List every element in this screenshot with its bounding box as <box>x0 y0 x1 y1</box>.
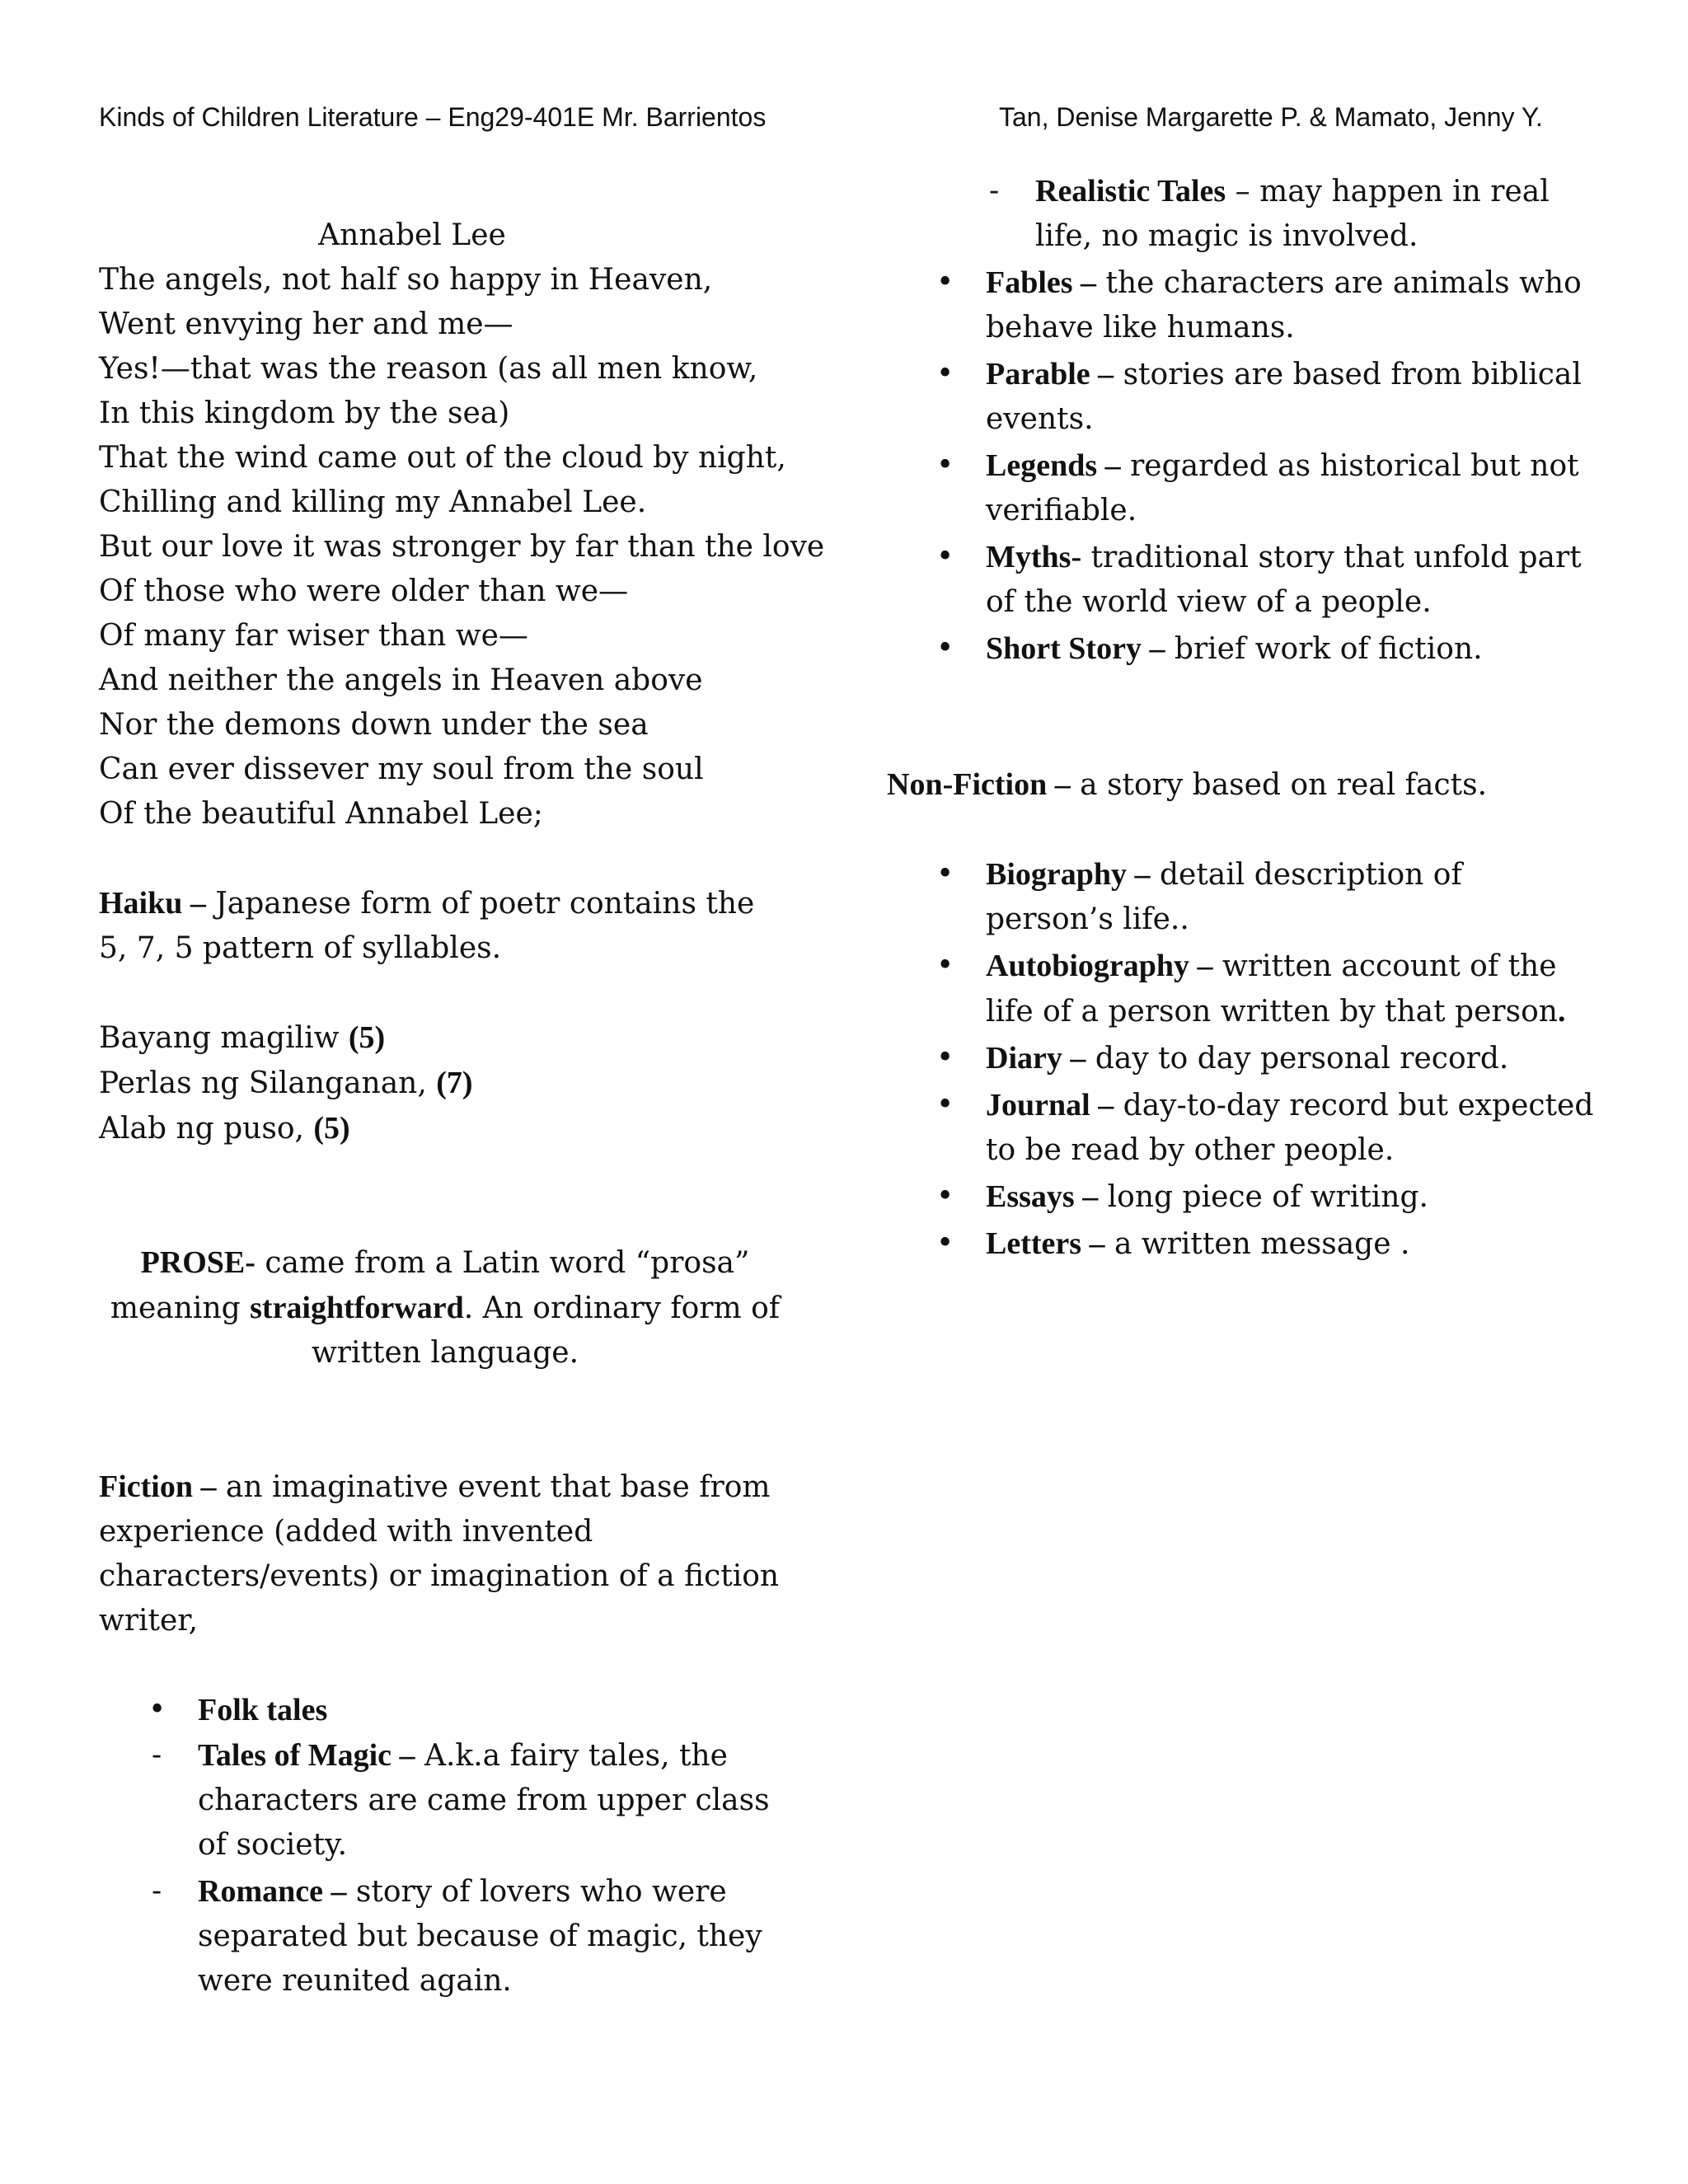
poem-line: Nor the demons down under the sea <box>99 708 649 742</box>
right-column <box>887 169 1596 1268</box>
list-item <box>887 1083 1596 1173</box>
legends-term: Legends – <box>986 448 1121 483</box>
diary-term: Diary – <box>986 1041 1086 1076</box>
bullet-icon: • <box>936 1041 954 1075</box>
parable-term: Parable – <box>986 357 1114 391</box>
list-item <box>148 1869 808 2004</box>
fables-text: the characters are animals who behave like humans. <box>986 266 1582 344</box>
syllable-count: (7) <box>436 1066 473 1100</box>
fiction-definition-text: an imaginative event that base from experience (added with invented characters/events) or imagination of a fiction writer, <box>99 1470 780 1638</box>
haiku-line <box>99 1015 808 1061</box>
diary-text: day to day personal record. <box>1085 1042 1509 1076</box>
short-story-term: Short Story – <box>986 631 1165 666</box>
bullet-icon: • <box>936 631 954 665</box>
haiku-line-text: Perlas ng Silanganan, <box>99 1066 437 1100</box>
list-item <box>887 852 1596 942</box>
dash-icon: - <box>152 1738 162 1772</box>
list-item <box>887 260 1596 350</box>
parable-text: stories are based from biblical events. <box>986 358 1582 436</box>
tales-of-magic-term: Tales of Magic – <box>198 1738 415 1773</box>
letters-text: a written message . <box>1104 1227 1410 1261</box>
prose-definition <box>99 1240 791 1376</box>
fiction-types-list <box>887 260 1596 672</box>
autobiography-period: . <box>1557 994 1566 1029</box>
list-item <box>99 1688 808 2004</box>
list-item <box>887 626 1596 672</box>
legends-text: regarded as historical but not verifiable. <box>986 449 1579 527</box>
dash-icon: - <box>989 174 1000 208</box>
list-item <box>148 1733 808 1868</box>
nonfiction-term: Non-Fiction – <box>887 767 1071 802</box>
fables-term: Fables – <box>986 265 1097 300</box>
bullet-icon: • <box>936 265 954 299</box>
prose-text-1: came from a Latin word “prosa” meaning <box>110 1246 750 1325</box>
short-story-text: brief work of fiction. <box>1165 632 1483 666</box>
dash-icon: - <box>152 1874 162 1908</box>
poem-line: That the wind came out of the cloud by night, <box>99 441 786 475</box>
list-item <box>887 352 1596 442</box>
poem-line: Can ever dissever my soul from the soul <box>99 752 704 786</box>
haiku-line <box>99 1106 808 1151</box>
folk-tales-list <box>99 1688 808 2004</box>
romance-term: Romance – <box>198 1874 347 1909</box>
bullet-icon: • <box>936 1088 954 1122</box>
biography-term: Biography – <box>986 857 1151 892</box>
poem-line: In this kingdom by the sea) <box>99 396 510 430</box>
bullet-icon: • <box>148 1693 166 1727</box>
poem-line: Yes!—that was the reason (as all men know, <box>99 352 758 386</box>
haiku-example <box>99 1015 808 1151</box>
poem-line: Of many far wiser than we— <box>99 619 528 653</box>
fiction-term: Fiction – <box>99 1469 217 1504</box>
list-item <box>986 169 1596 259</box>
prose-term-straightforward: straightforward <box>250 1291 464 1325</box>
bullet-icon: • <box>936 448 954 482</box>
syllable-count: (5) <box>313 1111 350 1146</box>
myths-term: Myths- <box>986 540 1082 574</box>
bullet-icon: • <box>936 357 954 391</box>
syllable-count: (5) <box>348 1020 386 1055</box>
poem-line: Of those who were older than we— <box>99 574 629 608</box>
nonfiction-definition <box>887 762 1596 808</box>
poem-line: Chilling and killing my Annabel Lee. <box>99 485 647 519</box>
bullet-icon: • <box>936 540 954 574</box>
poem-body <box>99 258 825 837</box>
myths-text: traditional story that unfold part of the world view of a people. <box>986 541 1582 619</box>
haiku-line-text: Alab ng puso, <box>99 1112 314 1146</box>
header-left: Kinds of Children Literature – Eng29-401E Mr. Barrientos <box>99 102 767 132</box>
realistic-tales-term: Realistic Tales <box>1035 174 1226 209</box>
nonfiction-definition-text: a story based on real facts. <box>1070 768 1488 802</box>
autobiography-term: Autobiography – <box>986 949 1213 983</box>
haiku-definition <box>99 881 791 971</box>
romance-text: story of lovers who were separated but because of magic, they were reunited again. <box>198 1875 762 1998</box>
list-item <box>887 944 1596 1034</box>
list-item <box>887 1036 1596 1081</box>
nonfiction-types-list <box>887 852 1596 1267</box>
biography-text: detail description of person’s life.. <box>986 858 1462 936</box>
folk-tales-label: Folk tales <box>198 1693 328 1727</box>
haiku-term: Haiku – <box>99 886 206 921</box>
poem-line: Went envying her and me— <box>99 307 513 341</box>
left-column <box>99 213 825 2005</box>
list-item <box>887 1221 1596 1267</box>
prose-text-2: . An ordinary form of written language. <box>311 1291 781 1370</box>
journal-text: day-to-day record but expected to be read by other people. <box>986 1089 1594 1167</box>
fiction-definition <box>99 1465 783 1643</box>
tales-of-magic-text: A.k.a fairy tales, the characters are came from upper class of society. <box>198 1739 770 1862</box>
realistic-tales-text: – may happen in real life, no magic is involved. <box>1035 175 1550 253</box>
haiku-line <box>99 1061 808 1106</box>
realistic-tales-sublist <box>986 169 1596 259</box>
essays-text: long piece of writing. <box>1098 1180 1428 1214</box>
poem-line: But our love it was stronger by far than the love <box>99 530 825 564</box>
header-right: Tan, Denise Margarette P. & Mamato, Jenny Y. <box>999 102 1543 132</box>
list-item <box>887 1174 1596 1220</box>
bullet-icon: • <box>936 857 954 891</box>
prose-term: PROSE- <box>140 1245 256 1280</box>
poem-title: Annabel Lee <box>318 218 506 252</box>
essays-term: Essays – <box>986 1179 1099 1214</box>
bullet-icon: • <box>936 1179 954 1213</box>
poem-line: The angels, not half so happy in Heaven, <box>99 263 713 297</box>
haiku-definition-text: Japanese form of poetr contains the 5, 7, 5 pattern of syllables. <box>99 887 755 965</box>
poem-line: Of the beautiful Annabel Lee; <box>99 797 543 831</box>
bullet-icon: • <box>936 1226 954 1260</box>
list-item <box>887 535 1596 625</box>
list-item <box>887 443 1596 533</box>
haiku-line-text: Bayang magiliw <box>99 1021 349 1055</box>
autobiography-text: written account of the life of a person written by that person <box>986 949 1558 1029</box>
journal-term: Journal – <box>986 1088 1114 1122</box>
poem-line: And neither the angels in Heaven above <box>99 663 703 697</box>
folk-tales-sublist <box>148 1733 808 2004</box>
letters-term: Letters – <box>986 1226 1105 1261</box>
bullet-icon: • <box>936 949 954 982</box>
